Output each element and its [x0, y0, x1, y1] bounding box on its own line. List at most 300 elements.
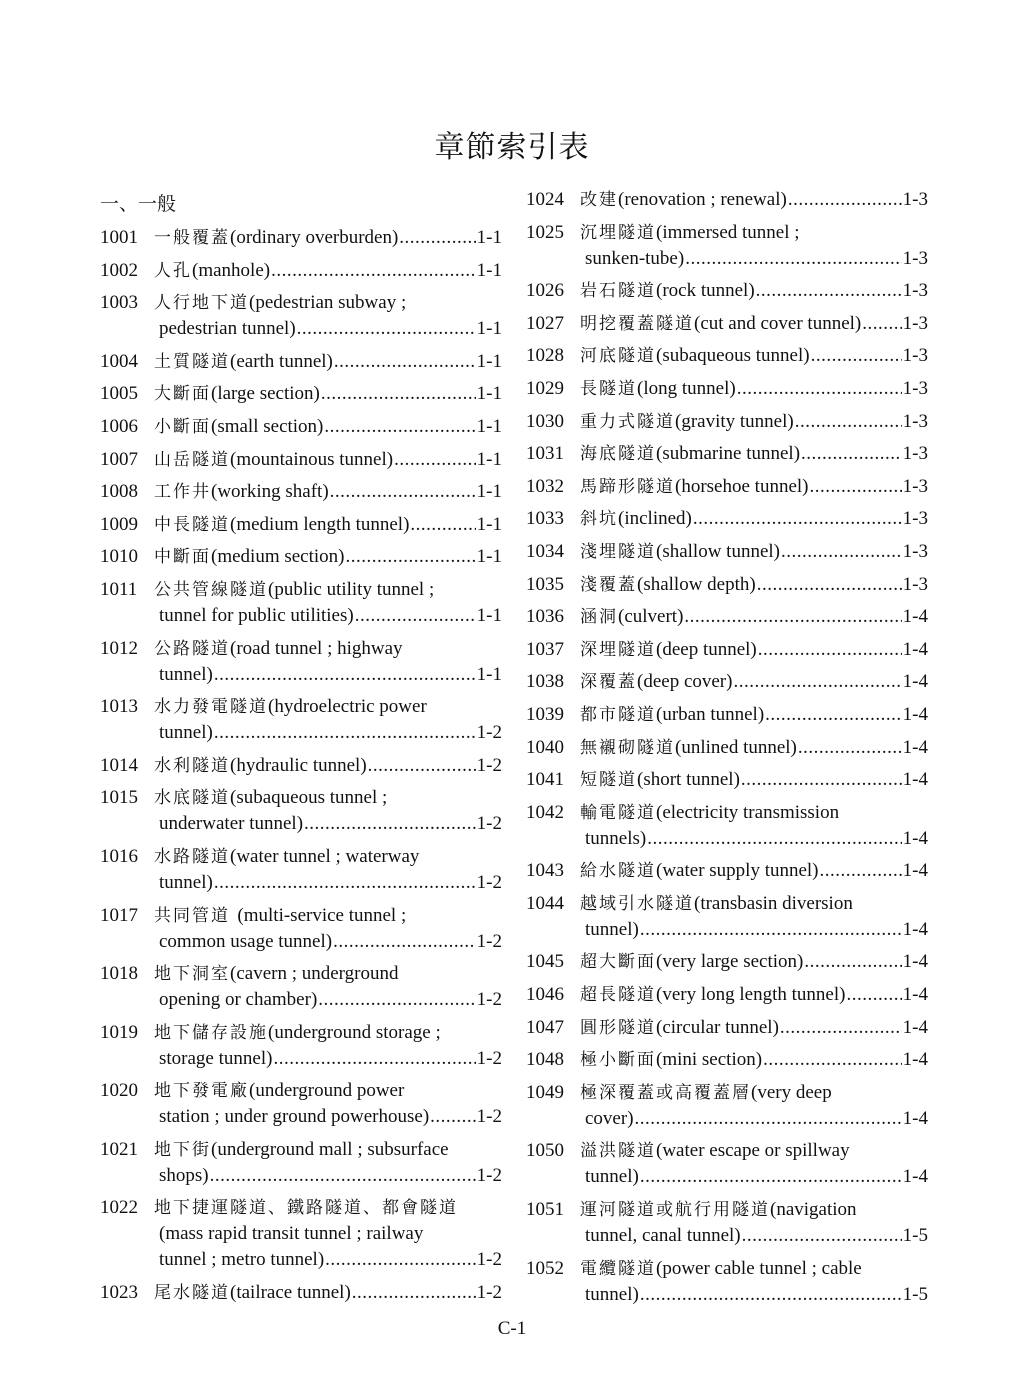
- entry-chinese-term: 大斷面: [154, 384, 211, 405]
- entry-english-term: (road tunnel ; highway: [230, 637, 403, 659]
- entry-page-ref[interactable]: 1-1: [476, 546, 502, 568]
- index-entry[interactable]: [526, 278, 928, 304]
- entry-chinese-term: 深覆蓋: [580, 672, 637, 693]
- entry-english-term: (shallow depth): [637, 573, 756, 595]
- dot-leader: [271, 258, 476, 284]
- index-entry[interactable]: [526, 637, 928, 663]
- dot-leader: [742, 1223, 902, 1249]
- entry-page-ref[interactable]: 1-3: [902, 573, 928, 595]
- entry-page-ref[interactable]: 1-2: [476, 989, 502, 1011]
- dot-leader: [757, 572, 902, 598]
- entry-page-ref[interactable]: 1-2: [476, 1282, 502, 1304]
- dot-leader: [733, 669, 901, 695]
- entry-page-ref[interactable]: 1-4: [902, 827, 928, 849]
- entry-english-term: (renovation ; renewal): [618, 189, 787, 210]
- index-entry[interactable]: [526, 669, 928, 695]
- index-entry[interactable]: [100, 577, 502, 629]
- entry-english-term: opening or chamber): [159, 989, 318, 1011]
- entry-english-term: shops): [159, 1164, 209, 1186]
- index-entry[interactable]: [526, 572, 928, 598]
- dot-leader: [214, 662, 476, 688]
- entry-code: 1021: [100, 1138, 138, 1160]
- entry-english-term: (hydroelectric power: [268, 696, 427, 718]
- entry-chinese-term: 越域引水隧道: [580, 893, 694, 914]
- entry-chinese-term: 工作井: [154, 482, 211, 503]
- dot-leader: [741, 767, 902, 793]
- entry-english-term: (manhole): [192, 259, 271, 281]
- entry-page-ref[interactable]: 1-1: [476, 663, 502, 685]
- entry-english-term: (hydraulic tunnel): [230, 754, 367, 776]
- entry-page-ref[interactable]: 1-4: [902, 1049, 928, 1071]
- entry-english-term: station ; under ground powerhouse): [159, 1106, 430, 1128]
- entry-code: 1024: [526, 189, 564, 210]
- entry-code: 1049: [526, 1081, 564, 1103]
- entry-page-ref[interactable]: 1-5: [902, 1283, 928, 1305]
- entry-page-ref[interactable]: 1-2: [476, 754, 502, 776]
- entry-chinese-term: 極深覆蓋或高覆蓋層: [580, 1082, 751, 1103]
- entry-page-ref[interactable]: 1-4: [902, 984, 928, 1006]
- dot-leader: [334, 349, 476, 375]
- entry-page-ref[interactable]: 1-3: [902, 508, 928, 530]
- entry-page-ref[interactable]: 1-1: [476, 513, 502, 535]
- entry-english-term: tunnel): [585, 918, 639, 940]
- index-entry[interactable]: [100, 544, 502, 570]
- dot-leader: [862, 311, 901, 337]
- entry-code: 1025: [526, 221, 564, 243]
- entry-english-term: (working shaft): [211, 481, 329, 503]
- entry-chinese-term: 公共管線隧道: [154, 579, 268, 600]
- index-entry[interactable]: [526, 1015, 928, 1041]
- entry-english-term: (small section): [211, 415, 324, 437]
- dot-leader: [214, 870, 476, 896]
- index-entry[interactable]: [526, 767, 928, 793]
- entry-page-ref[interactable]: 1-1: [476, 259, 502, 281]
- entry-chinese-term: 共同管道: [154, 905, 238, 926]
- entry-page-ref[interactable]: 1-4: [902, 951, 928, 973]
- entry-code: 1037: [526, 638, 564, 660]
- entry-english-term: (cut and cover tunnel): [694, 312, 862, 334]
- dot-leader: [330, 479, 476, 505]
- entry-chinese-term: 短隧道: [580, 770, 637, 791]
- entry-chinese-term: 地下洞室: [154, 964, 230, 985]
- entry-code: 1038: [526, 671, 564, 693]
- entry-page-ref[interactable]: 1-2: [476, 1249, 502, 1271]
- entry-english-term: (very long length tunnel): [656, 984, 846, 1006]
- index-entry[interactable]: [526, 1080, 928, 1132]
- entry-page-ref[interactable]: 1-4: [902, 638, 928, 660]
- dot-leader: [640, 1164, 902, 1190]
- entry-english-term: (immersed tunnel ;: [656, 221, 800, 243]
- dot-leader: [324, 414, 475, 440]
- entry-page-ref[interactable]: 1-3: [902, 280, 928, 302]
- entry-code: 1023: [100, 1282, 138, 1304]
- dot-leader: [798, 735, 902, 761]
- entry-english-term: tunnels): [585, 827, 647, 849]
- entry-english-term: (submarine tunnel): [656, 443, 801, 465]
- entry-english-term: (horsehoe tunnel): [675, 475, 809, 497]
- index-entry[interactable]: [526, 949, 928, 975]
- entry-english-term: (cavern ; underground: [230, 963, 399, 985]
- entry-page-ref[interactable]: 1-3: [902, 345, 928, 367]
- entry-code: 1044: [526, 892, 564, 914]
- entry-english-term: (water escape or spillway: [656, 1140, 850, 1162]
- index-entry[interactable]: [100, 844, 502, 896]
- entry-english-term: (mountainous tunnel): [230, 448, 394, 470]
- entry-chinese-term: 重力式隧道: [580, 411, 675, 432]
- entry-english-term: (shallow tunnel): [656, 540, 781, 562]
- entry-code: 1001: [100, 227, 138, 248]
- entry-code: 1040: [526, 736, 564, 758]
- entry-page-ref[interactable]: 1-1: [476, 383, 502, 405]
- index-entry[interactable]: [100, 1137, 502, 1189]
- index-entry[interactable]: [526, 735, 928, 761]
- entry-page-ref[interactable]: 1-2: [476, 1164, 502, 1186]
- dot-leader: [684, 604, 901, 630]
- entry-chinese-term: 深埋隧道: [580, 639, 656, 660]
- entry-code: 1014: [100, 754, 138, 776]
- entry-code: 1046: [526, 984, 564, 1006]
- entry-english-term: (transbasin diversion: [694, 892, 853, 914]
- entry-english-term: storage tunnel): [159, 1047, 273, 1069]
- entry-code: 1042: [526, 801, 564, 823]
- dot-leader: [304, 811, 476, 837]
- index-entry[interactable]: [100, 349, 502, 375]
- entry-code: 1031: [526, 443, 564, 465]
- entry-page-ref[interactable]: 1-2: [476, 813, 502, 835]
- index-entry[interactable]: [526, 982, 928, 1008]
- entry-english-term: (underground power: [249, 1080, 405, 1102]
- entry-code: 1043: [526, 860, 564, 882]
- entry-page-ref[interactable]: 1-1: [476, 318, 502, 340]
- entry-code: 1002: [100, 259, 138, 281]
- entry-english-term: tunnel): [585, 1166, 639, 1188]
- entry-code: 1050: [526, 1140, 564, 1162]
- entry-chinese-term: 給水隧道: [580, 861, 656, 882]
- index-entry[interactable]: [100, 785, 502, 837]
- entry-chinese-term: 中斷面: [154, 547, 211, 568]
- entry-english-term: pedestrian tunnel): [159, 318, 296, 340]
- entry-page-ref[interactable]: 1-3: [902, 540, 928, 562]
- entry-chinese-term: 都市隧道: [580, 704, 656, 725]
- entry-english-term: (very deep: [751, 1081, 832, 1103]
- entry-code: 1008: [100, 481, 138, 503]
- index-entry[interactable]: [526, 474, 928, 500]
- entry-code: 1013: [100, 696, 138, 718]
- index-entry[interactable]: [100, 694, 502, 746]
- dot-leader: [297, 316, 476, 342]
- dot-leader: [368, 753, 476, 779]
- index-entry[interactable]: [100, 414, 502, 440]
- index-entry[interactable]: [526, 1197, 928, 1249]
- dot-leader: [333, 929, 476, 955]
- dot-leader: [647, 826, 901, 852]
- index-entry[interactable]: [526, 1256, 928, 1308]
- index-entry[interactable]: [100, 381, 502, 407]
- entry-page-ref[interactable]: 1-4: [902, 606, 928, 628]
- dot-leader: [321, 381, 476, 407]
- index-entry[interactable]: [100, 1020, 502, 1072]
- dot-leader: [394, 447, 476, 473]
- entry-page-ref[interactable]: 1-1: [476, 227, 502, 248]
- entry-page-ref[interactable]: 1-2: [476, 1047, 502, 1069]
- entry-chinese-term: 斜坑: [580, 509, 618, 530]
- entry-code: 1017: [100, 904, 138, 926]
- entry-page-ref[interactable]: 1-2: [476, 722, 502, 744]
- entry-english-term: tunnel ; metro tunnel): [159, 1249, 325, 1271]
- page-title: 章節索引表: [434, 130, 590, 165]
- entry-page-ref[interactable]: 1-2: [476, 1106, 502, 1128]
- dot-leader: [763, 1047, 902, 1073]
- dot-leader: [273, 1046, 475, 1072]
- entry-code: 1048: [526, 1049, 564, 1071]
- entry-code: 1034: [526, 540, 564, 562]
- entry-chinese-term: 淺覆蓋: [580, 574, 637, 595]
- entry-chinese-term: 人行地下道: [154, 293, 249, 314]
- index-entry[interactable]: [526, 858, 928, 884]
- index-entry[interactable]: [526, 604, 928, 630]
- entry-code: 1035: [526, 573, 564, 595]
- dot-leader: [820, 858, 902, 884]
- index-entry[interactable]: [100, 258, 502, 284]
- entry-chinese-term: 超大斷面: [580, 952, 656, 973]
- entry-english-term: (public utility tunnel ;: [268, 578, 435, 600]
- index-entry[interactable]: [526, 891, 928, 943]
- entry-english-term: (mini section): [656, 1049, 763, 1071]
- entry-english-term: (electricity transmission: [656, 801, 840, 823]
- entry-english-term: (rock tunnel): [656, 280, 755, 302]
- dot-leader: [352, 1280, 476, 1306]
- dot-leader: [737, 376, 902, 402]
- entry-english-term: (large section): [211, 383, 320, 405]
- entry-code: 1026: [526, 280, 564, 302]
- entry-chinese-term: 水路隧道: [154, 846, 230, 867]
- dot-leader: [780, 1015, 902, 1041]
- entry-page-ref[interactable]: 1-3: [902, 189, 928, 210]
- entry-page-ref[interactable]: 1-4: [902, 1016, 928, 1038]
- entry-english-term: (navigation: [770, 1199, 857, 1221]
- entry-english-term: common usage tunnel): [159, 930, 333, 952]
- entry-code: 1041: [526, 769, 564, 791]
- entry-chinese-term: 沉埋隧道: [580, 222, 656, 243]
- index-entry[interactable]: [526, 702, 928, 728]
- entry-page-ref[interactable]: 1-1: [476, 350, 502, 372]
- dot-leader: [846, 982, 901, 1008]
- entry-page-ref[interactable]: 1-2: [476, 930, 502, 952]
- entry-page-ref[interactable]: 1-4: [902, 703, 928, 725]
- page-number: C-1: [497, 1318, 527, 1339]
- entry-chinese-term: 馬蹄形隧道: [580, 476, 675, 497]
- index-entry[interactable]: [100, 903, 502, 955]
- entry-english-term: cover): [585, 1107, 634, 1129]
- index-entry[interactable]: [526, 506, 928, 532]
- dot-leader: [801, 441, 902, 467]
- entry-chinese-term: 中長隧道: [154, 514, 230, 535]
- index-entry[interactable]: [526, 1047, 928, 1073]
- index-entry[interactable]: [526, 311, 928, 337]
- entry-english-term: (earth tunnel): [230, 350, 333, 372]
- index-entry[interactable]: [100, 225, 502, 251]
- entry-chinese-term: 地下捷運隧道、鐵路隧道、都會隧道: [154, 1198, 458, 1219]
- entry-chinese-term: 超長隧道: [580, 985, 656, 1006]
- index-entry[interactable]: [526, 187, 928, 213]
- index-entry[interactable]: [100, 636, 502, 688]
- entry-chinese-term: 水利隧道: [154, 755, 230, 776]
- entry-code: 1027: [526, 312, 564, 334]
- index-entry[interactable]: [100, 1280, 502, 1306]
- entry-english-term: (multi-service tunnel ;: [237, 904, 407, 926]
- dot-leader: [758, 637, 902, 663]
- entry-code: 1011: [100, 578, 138, 600]
- index-entry[interactable]: [526, 539, 928, 565]
- entry-page-ref[interactable]: 1-4: [902, 736, 928, 758]
- entry-code: 1047: [526, 1016, 564, 1038]
- entry-code: 1039: [526, 703, 564, 725]
- dot-leader: [355, 603, 476, 629]
- dot-leader: [756, 278, 902, 304]
- entry-chinese-term: 輸電隧道: [580, 802, 656, 823]
- index-entry[interactable]: [100, 447, 502, 473]
- entry-chinese-term: 水力發電隧道: [154, 697, 268, 718]
- index-column-left: [100, 187, 502, 1313]
- entry-page-ref[interactable]: 1-4: [902, 918, 928, 940]
- entry-chinese-term: 尾水隧道: [154, 1283, 230, 1304]
- entry-code: 1051: [526, 1199, 564, 1221]
- entry-english-term: (short tunnel): [637, 769, 740, 791]
- index-entry[interactable]: [100, 1078, 502, 1130]
- entry-code: 1036: [526, 606, 564, 628]
- index-entry[interactable]: [526, 409, 928, 435]
- entry-page-ref[interactable]: 1-2: [476, 871, 502, 893]
- entry-chinese-term: 淺埋隧道: [580, 541, 656, 562]
- entry-code: 1009: [100, 513, 138, 535]
- index-entry[interactable]: [100, 512, 502, 538]
- entry-page-ref[interactable]: 1-1: [476, 481, 502, 503]
- entry-english-term: (water supply tunnel): [656, 860, 819, 882]
- entry-english-term: underwater tunnel): [159, 813, 304, 835]
- entry-chinese-term: 河底隧道: [580, 346, 656, 367]
- entry-page-ref[interactable]: 1-4: [902, 769, 928, 791]
- entry-code: 1004: [100, 350, 138, 372]
- entry-english-term: tunnel): [585, 1283, 639, 1305]
- index-entry[interactable]: [526, 1138, 928, 1190]
- entry-code: 1028: [526, 345, 564, 367]
- entry-chinese-term: 一般覆蓋: [154, 228, 230, 248]
- entry-page-ref[interactable]: 1-3: [902, 475, 928, 497]
- entry-english-term: tunnel): [159, 722, 213, 744]
- entry-page-ref[interactable]: 1-5: [902, 1225, 928, 1247]
- entry-page-ref[interactable]: 1-1: [476, 448, 502, 470]
- dot-leader: [640, 1282, 902, 1308]
- entry-list-left: [100, 225, 502, 1306]
- entry-english-term: (medium section): [211, 546, 345, 568]
- dot-leader: [685, 246, 901, 272]
- entry-english-term: sunken-tube): [585, 247, 685, 269]
- entry-code: 1029: [526, 377, 564, 399]
- dot-leader: [804, 949, 901, 975]
- dot-leader: [693, 506, 902, 532]
- index-entry[interactable]: [526, 800, 928, 852]
- index-entry[interactable]: [526, 376, 928, 402]
- index-entry[interactable]: [100, 753, 502, 779]
- entry-page-ref[interactable]: 1-1: [476, 415, 502, 437]
- entry-english-term: tunnel for public utilities): [159, 604, 354, 626]
- dot-leader: [430, 1104, 476, 1130]
- entry-chinese-term: 溢洪隧道: [580, 1141, 656, 1162]
- entry-chinese-term: 涵洞: [580, 607, 618, 628]
- entry-page-ref[interactable]: 1-3: [902, 247, 928, 269]
- entry-page-ref[interactable]: 1-4: [902, 1166, 928, 1188]
- entry-chinese-term: 地下街: [154, 1139, 211, 1160]
- entry-english-term: tunnel): [159, 871, 213, 893]
- entry-chinese-term: 水底隧道: [154, 788, 230, 809]
- entry-page-ref[interactable]: 1-3: [902, 312, 928, 334]
- entry-page-ref[interactable]: 1-4: [902, 860, 928, 882]
- entry-page-ref[interactable]: 1-4: [902, 1107, 928, 1129]
- dot-leader: [809, 474, 901, 500]
- dot-leader: [788, 187, 902, 213]
- entry-chinese-term: 山岳隧道: [154, 449, 230, 470]
- entry-chinese-term: 明挖覆蓋隧道: [580, 313, 694, 334]
- entry-code: 1020: [100, 1080, 138, 1102]
- entry-chinese-term: 小斷面: [154, 416, 211, 437]
- entry-english-term: (inclined): [618, 508, 692, 530]
- index-entry[interactable]: [526, 220, 928, 272]
- dot-leader: [214, 720, 476, 746]
- entry-english-term: (underground storage ;: [268, 1021, 441, 1043]
- entry-english-term: (medium length tunnel): [230, 513, 410, 535]
- entry-english-term: (mass rapid transit tunnel ; railway: [159, 1223, 424, 1245]
- entry-code: 1003: [100, 292, 138, 314]
- entry-chinese-term: 土質隧道: [154, 351, 230, 372]
- index-column-right: [526, 187, 928, 1314]
- entry-chinese-term: 長隧道: [580, 378, 637, 399]
- entry-english-term: tunnel): [159, 663, 213, 685]
- entry-page-ref[interactable]: 1-3: [902, 377, 928, 399]
- entry-page-ref[interactable]: 1-4: [902, 671, 928, 693]
- dot-leader: [795, 409, 902, 435]
- entry-english-term: (circular tunnel): [656, 1016, 779, 1038]
- index-entry[interactable]: [526, 441, 928, 467]
- dot-leader: [410, 512, 475, 538]
- index-entry[interactable]: [100, 479, 502, 505]
- dot-leader: [346, 544, 476, 570]
- entry-code: 1032: [526, 475, 564, 497]
- dot-leader: [399, 225, 475, 251]
- entry-code: 1015: [100, 787, 138, 809]
- entry-code: 1005: [100, 383, 138, 405]
- index-entry[interactable]: [526, 343, 928, 369]
- entry-chinese-term: 極小斷面: [580, 1050, 656, 1071]
- dot-leader: [640, 917, 902, 943]
- entry-english-term: (deep tunnel): [656, 638, 757, 660]
- index-entry[interactable]: [100, 1195, 502, 1273]
- entry-code: 1033: [526, 508, 564, 530]
- index-entry[interactable]: [100, 290, 502, 342]
- dot-leader: [781, 539, 902, 565]
- section-heading: 一、一般: [100, 193, 177, 215]
- entry-english-term: (subaqueous tunnel): [656, 345, 810, 367]
- entry-page-ref[interactable]: 1-3: [902, 443, 928, 465]
- entry-english-term: (tailrace tunnel): [230, 1282, 351, 1304]
- entry-english-term: (underground mall ; subsurface: [211, 1138, 449, 1160]
- index-entry[interactable]: [100, 961, 502, 1013]
- dot-leader: [318, 987, 475, 1013]
- entry-code: 1012: [100, 637, 138, 659]
- entry-code: 1045: [526, 951, 564, 973]
- entry-english-term: tunnel, canal tunnel): [585, 1225, 741, 1247]
- entry-page-ref[interactable]: 1-1: [476, 604, 502, 626]
- entry-page-ref[interactable]: 1-3: [902, 410, 928, 432]
